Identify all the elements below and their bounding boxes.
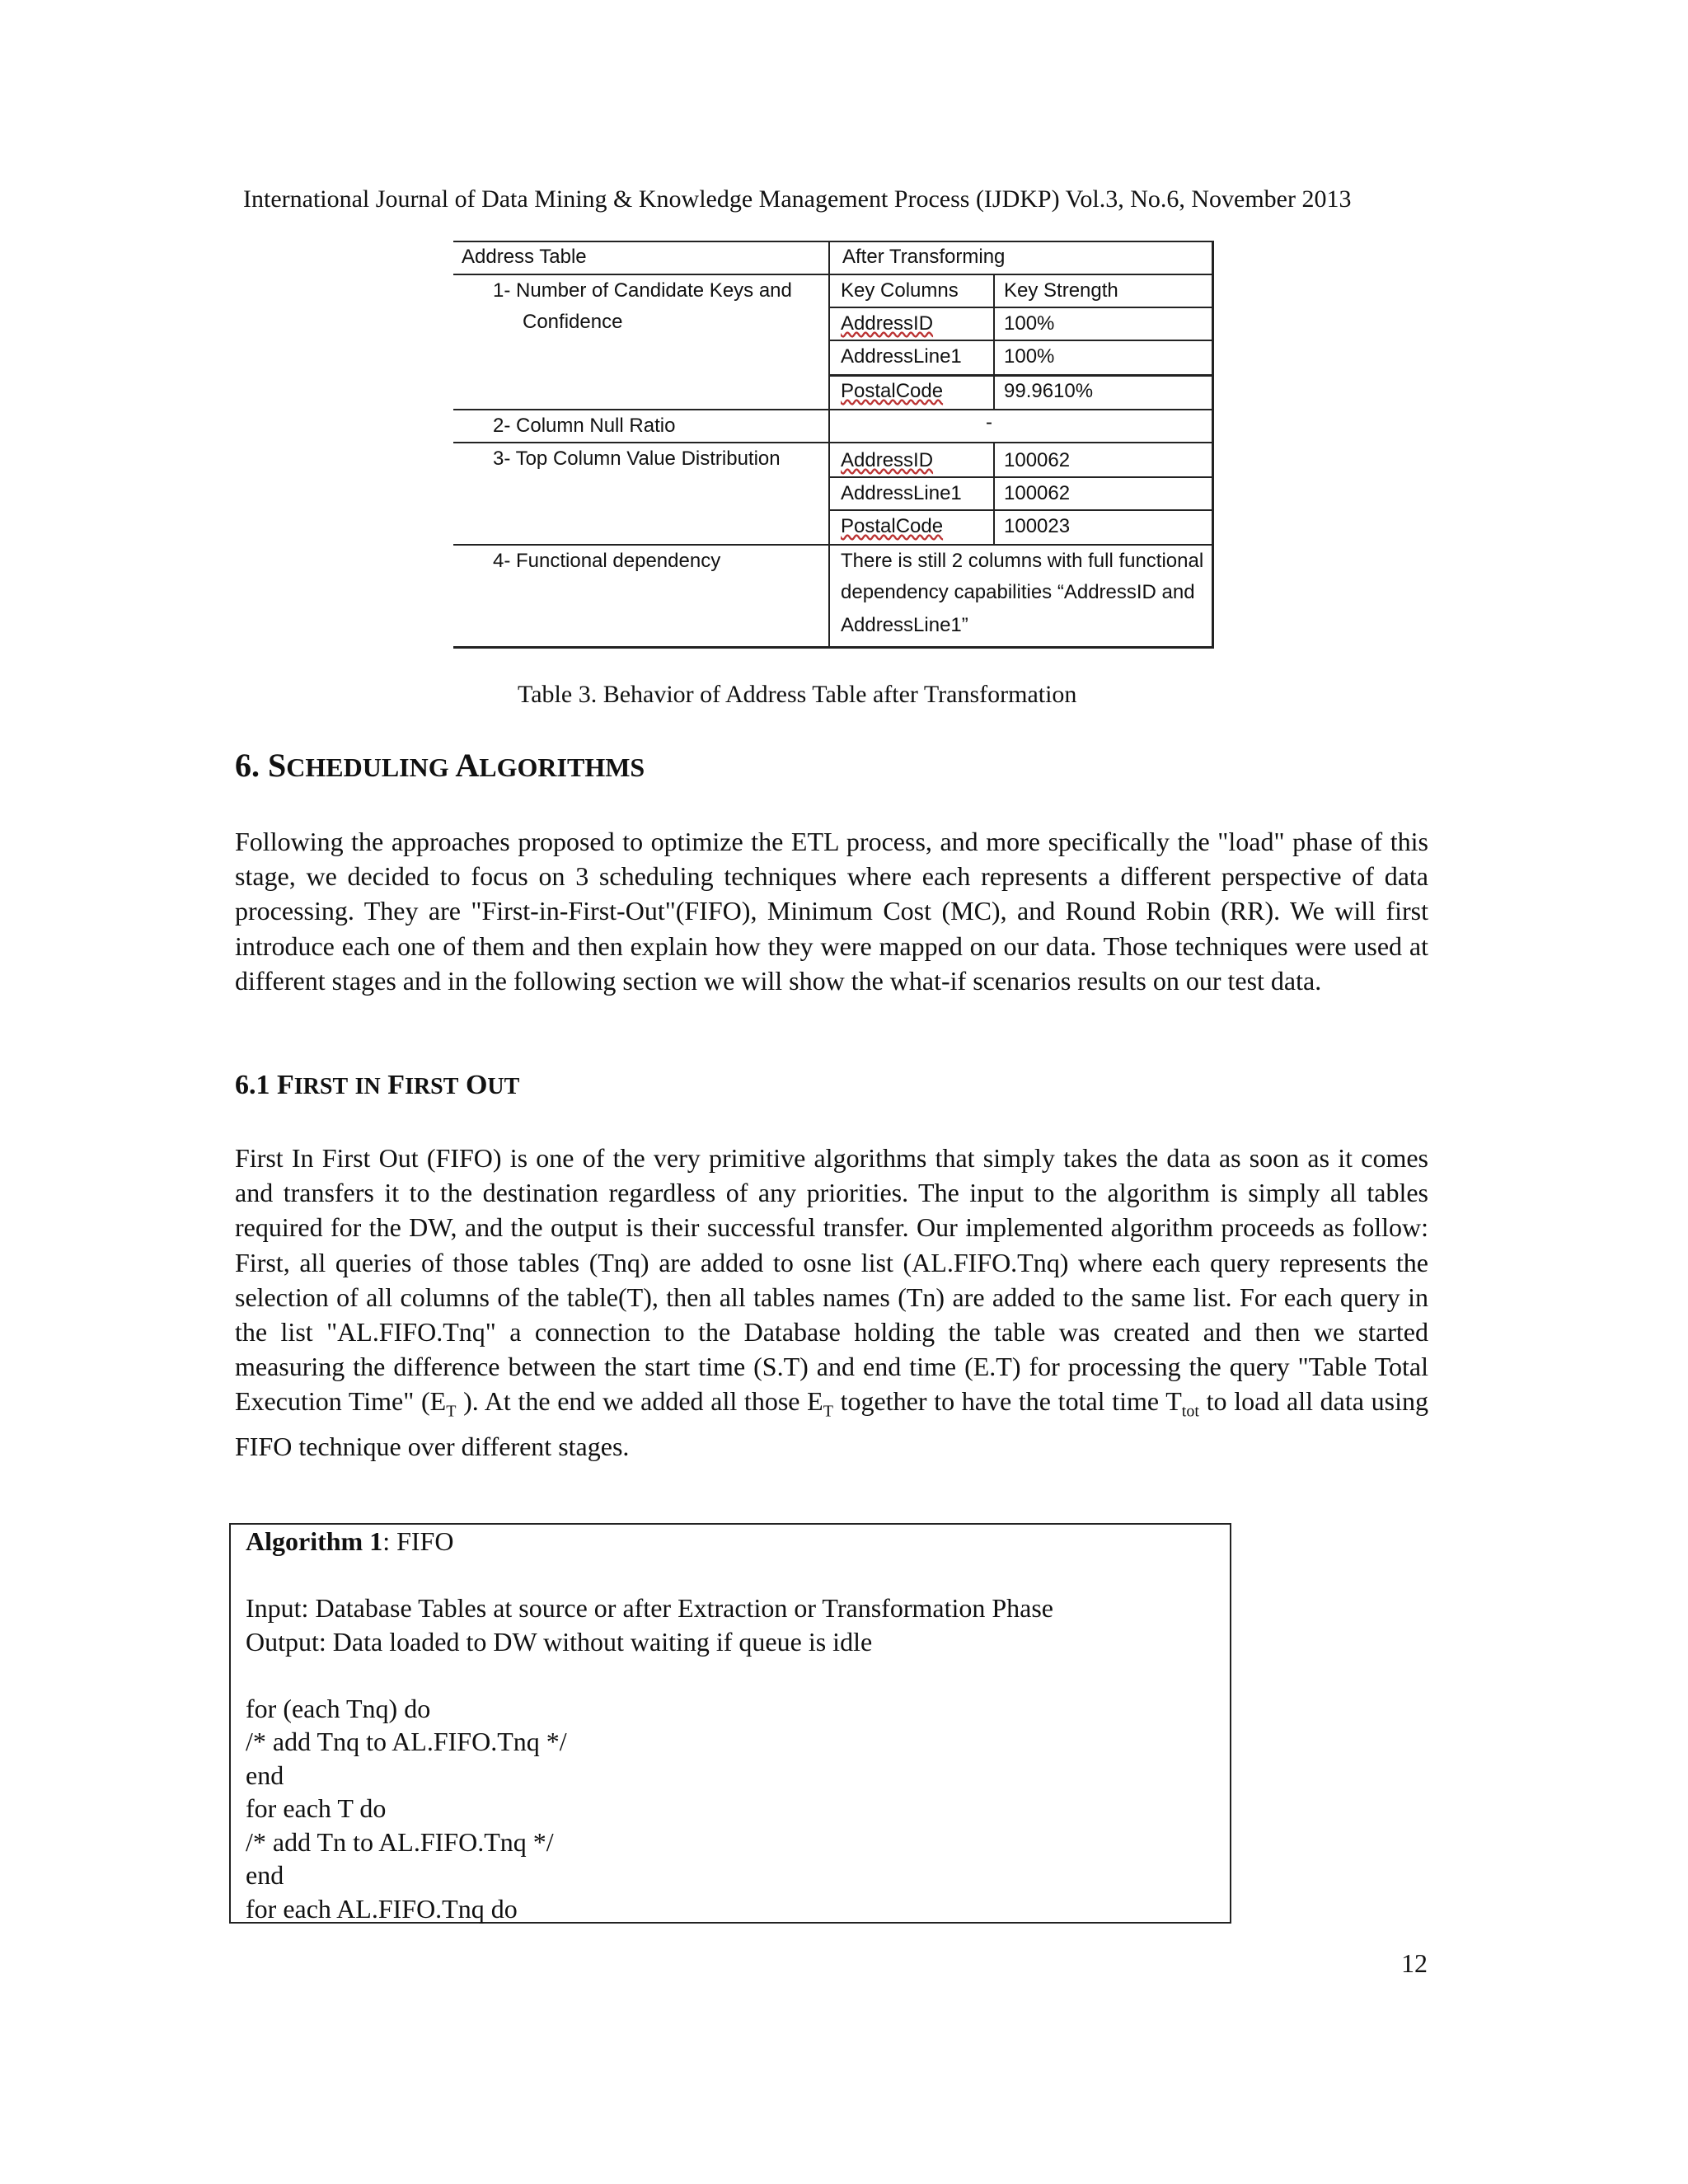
page-number: 12 [1401, 1948, 1428, 1978]
dist-col-cell: AddressLine1 [841, 482, 962, 504]
algorithm-line [246, 1558, 1215, 1592]
key-columns-header: Key Columns [841, 279, 959, 302]
row4-text-line1: There is still 2 columns with full functional [841, 550, 1204, 572]
algorithm-title: Algorithm 1: FIFO [246, 1526, 454, 1556]
algorithm-line: /* add Tn to AL.FIFO.Tnq */ [246, 1826, 554, 1857]
address-table-figure [453, 241, 1214, 649]
section-heading: 6. SCHEDULING ALGORITHMS [235, 747, 645, 784]
algorithm-line: end [246, 1860, 284, 1890]
dist-col-cell: AddressID [841, 449, 934, 471]
algorithm-box [229, 1523, 1231, 1924]
algorithm-line: for each T do [246, 1793, 387, 1823]
key-col-cell: AddressLine1 [841, 345, 962, 368]
dist-col-cell: PostalCode [841, 515, 944, 537]
subsection-heading: 6.1 FIRST IN FIRST OUT [235, 1070, 520, 1100]
algorithm-line [246, 1658, 1215, 1692]
row4-label: 4- Functional dependency [493, 550, 721, 572]
row1-label-cont: Confidence [523, 311, 623, 333]
algorithm-line: end [246, 1760, 284, 1790]
key-strength-header: Key Strength [1004, 279, 1118, 302]
dist-val-cell: 100062 [1004, 482, 1071, 504]
dist-val-cell: 100023 [1004, 515, 1071, 537]
key-strength-cell: 100% [1004, 312, 1055, 335]
algorithm-line: Output: Data loaded to DW without waiting if queue is idle [246, 1626, 873, 1657]
row3-label: 3- Top Column Value Distribution [493, 448, 781, 470]
paragraph-fifo-description: First In First Out (FIFO) is one of the very primitive algorithms that simply takes the data as soon as it comes and transfers it to the destination regardless of any priorities. The input to the algorithm is simply all tables required for the DW, and the output is their successful transfer. Our implemented algorithm proceeds as follow: First, all queries of those tables (Tnq) are added to osne list (AL.FIFO.Tnq) where each query represents the selection of all columns of the table(T), then all tables names (Tn) are added to the same list. For each query in the list "AL.FIFO.Tnq" a connection to the Database holding the table was created and then we started measuring the difference between the start time (S.T) and end time (E.T) for processing the query "Table Total Execution Time" ($E_T$ ). At the end we added all those $E_T$ together to have the total time $T_{tot}$ to load all data using FIFO technique over different stages. [235, 1143, 1429, 1462]
paragraph-scheduling-intro: Following the approaches proposed to optimize the ETL process, and more specifically the "load" phase of this stage, we decided to focus on 3 scheduling techniques where each represents a different perspective of data processing. They are "First-in-First-Out"(FIFO), Minimum Cost (MC), and Round Robin (RR). We will first introduce each one of them and then explain how they were mapped on our data. Those techniques were used at different stages and in the following section we will show the what-if scenarios results on our test data. [235, 827, 1428, 996]
row4-text-line3: AddressLine1” [841, 614, 968, 636]
row1-label: 1- Number of Candidate Keys and [493, 279, 792, 302]
key-strength-cell: 100% [1004, 345, 1055, 368]
algorithm-line: for each AL.FIFO.Tnq do [246, 1893, 518, 1924]
row2-value: - [986, 411, 992, 434]
key-col-cell: PostalCode [841, 380, 944, 402]
table-header-address: Address Table [462, 246, 587, 268]
row4-text-line2: dependency capabilities “AddressID and [841, 581, 1195, 603]
row2-label: 2- Column Null Ratio [493, 415, 676, 437]
algorithm-line: Input: Database Tables at source or after Extraction or Transformation Phase [246, 1593, 1053, 1623]
key-col-cell: AddressID [841, 312, 934, 335]
algorithm-line: /* add Tnq to AL.FIFO.Tnq */ [246, 1727, 567, 1756]
table-header-after-transforming: After Transforming [842, 246, 1006, 268]
key-strength-cell: 99.9610% [1004, 380, 1094, 402]
running-header: International Journal of Data Mining & Knowledge Management Process (IJDKP) Vol.3, No.6, November 2013 [243, 185, 1352, 213]
dist-val-cell: 100062 [1004, 449, 1071, 471]
table-caption: Table 3. Behavior of Address Table after Transformation [518, 681, 1077, 708]
algorithm-line: for (each Tnq) do [246, 1693, 431, 1723]
